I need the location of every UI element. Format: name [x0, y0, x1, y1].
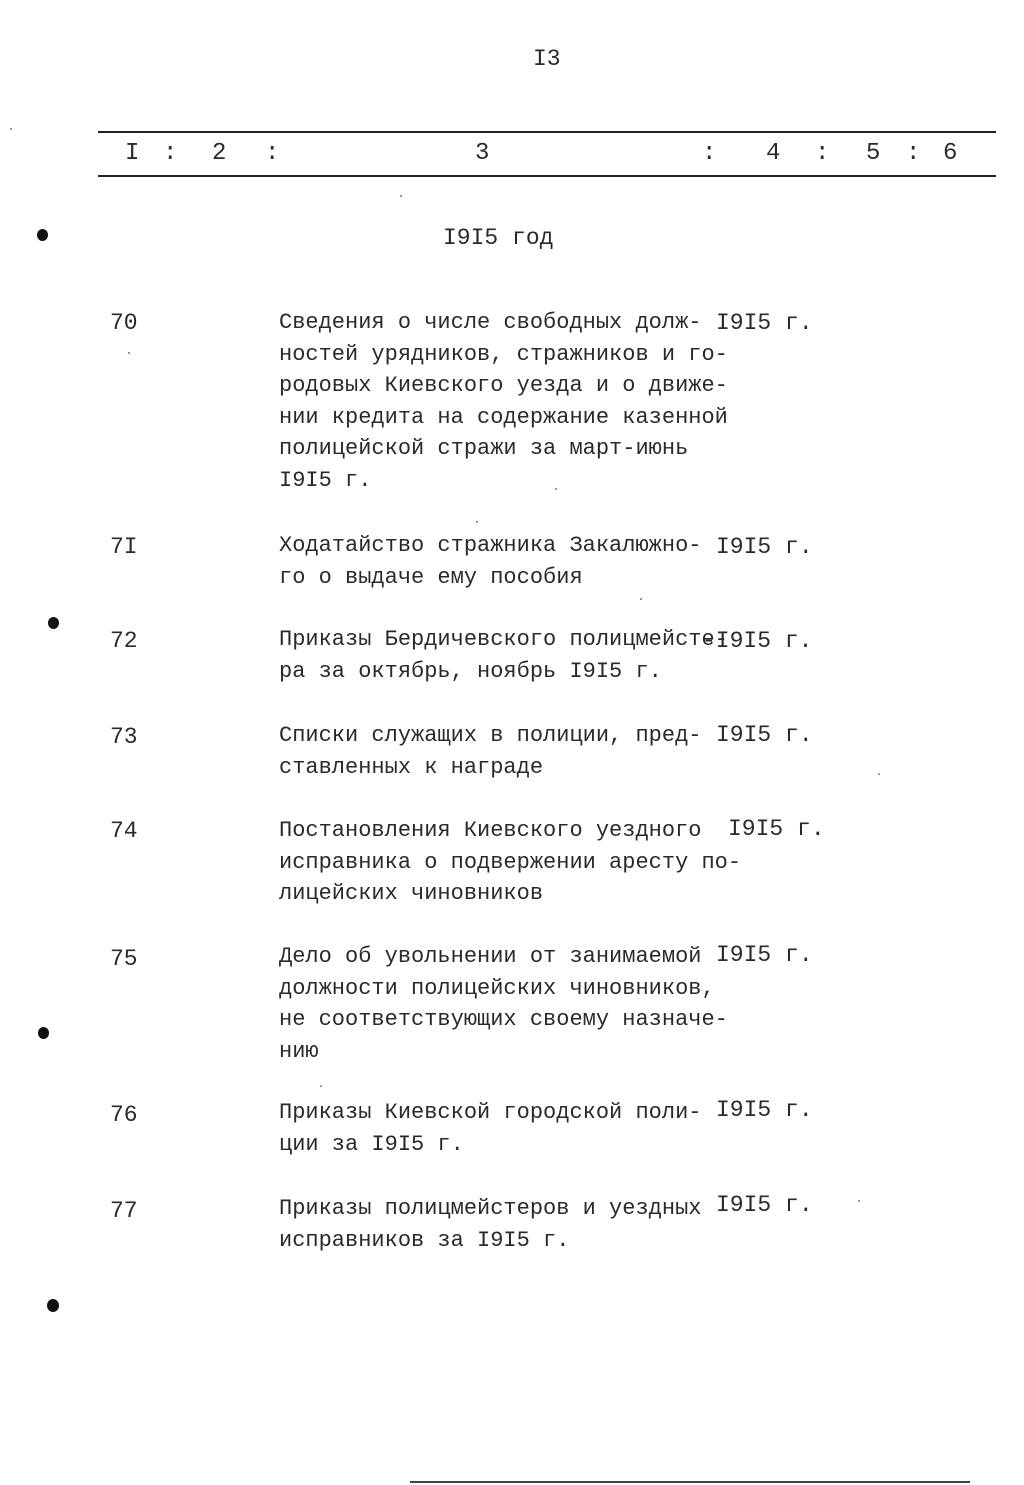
- punch-hole-mark: [37, 229, 48, 241]
- entry-line: лицейских чиновников: [279, 881, 544, 906]
- column-header-1: I: [125, 140, 140, 167]
- entry-line: не соответствующих своему назначе-: [279, 1007, 728, 1032]
- scan-speck: [320, 1085, 322, 1087]
- entry-line: I9I5 г.: [279, 467, 372, 493]
- entry-line: Списки служащих в полиции, пред-: [279, 723, 702, 748]
- column-header-5: 5: [866, 140, 881, 167]
- entry-number: 7I: [110, 534, 138, 560]
- entry-line: Постановления Киевского уездного: [279, 818, 702, 843]
- entry-line: Сведения о числе свободных долж-: [279, 310, 702, 335]
- entry-description: [265, 307, 728, 496]
- entry-line: Приказы полицмейстеров и уездных: [279, 1196, 702, 1221]
- entry-description: [265, 1193, 715, 1256]
- entry-line: ставленных к награде: [279, 754, 544, 780]
- entry-year: I9I5 г.: [728, 816, 825, 842]
- entry-year: I9I5 г.: [716, 534, 813, 560]
- entry-number: 73: [110, 724, 138, 750]
- entry-line: родовых Киевского уезда и о движе-: [279, 373, 728, 398]
- entry-line: исправников за I9I5 г.: [279, 1227, 570, 1253]
- scan-speck: [400, 195, 402, 197]
- entry-number: 75: [110, 946, 138, 972]
- entry-line: Ходатайство стражника Закалюжно-: [279, 533, 702, 558]
- header-rule-top: [98, 131, 996, 133]
- scan-speck: [878, 773, 880, 775]
- entry-description: [265, 624, 728, 687]
- entry-description: [265, 720, 715, 783]
- entry-line: Дело об увольнении от занимаемой: [279, 944, 702, 969]
- entry-number: 74: [110, 818, 138, 844]
- entry-description: [265, 941, 728, 1067]
- column-header-separator: :: [265, 140, 280, 167]
- entry-year: I9I5 г.: [716, 1192, 813, 1218]
- column-header-2: 2: [212, 140, 227, 167]
- column-header-4: 4: [766, 140, 781, 167]
- entry-year: I9I5 г.: [716, 942, 813, 968]
- scan-speck: [640, 598, 642, 600]
- entry-line: полицейской стражи за март-июнь: [279, 436, 689, 461]
- column-header-6: 6: [943, 140, 958, 167]
- column-header-separator: :: [702, 140, 717, 167]
- scan-speck: [476, 521, 478, 523]
- entry-line: исправника о подвержении аресту по-: [279, 849, 742, 875]
- column-header-3: 3: [475, 140, 490, 167]
- scan-speck: [555, 488, 557, 490]
- entry-year: -I9I5 г.: [702, 628, 813, 654]
- scan-speck: [858, 1200, 860, 1202]
- punch-hole-mark: [47, 1299, 59, 1312]
- entry-description: [265, 530, 715, 593]
- section-heading: I9I5 год: [443, 225, 554, 251]
- entry-number: 76: [110, 1102, 138, 1128]
- scan-speck: [128, 352, 130, 354]
- entry-description: [265, 815, 742, 910]
- entry-line: го о выдаче ему пособия: [279, 564, 583, 590]
- entry-number: 70: [110, 310, 138, 336]
- entry-description: [265, 1097, 715, 1160]
- entry-number: 77: [110, 1198, 138, 1224]
- entry-line: Приказы Бердичевского полицмейсте-: [279, 627, 728, 652]
- column-header-separator: :: [815, 140, 830, 167]
- scan-speck: [10, 128, 12, 130]
- entry-line: должности полицейских чиновников,: [279, 975, 715, 1001]
- scan-edge-line: [410, 1481, 970, 1483]
- entry-line: ностей урядников, стражников и го-: [279, 341, 728, 367]
- entry-year: I9I5 г.: [716, 722, 813, 748]
- entry-year: I9I5 г.: [716, 1097, 813, 1123]
- entry-line: нию: [279, 1038, 319, 1064]
- entry-year: I9I5 г.: [716, 310, 813, 336]
- punch-hole-mark: [38, 1027, 49, 1039]
- entry-line: нии кредита на содержание казенной: [279, 404, 728, 430]
- punch-hole-mark: [48, 617, 59, 629]
- header-rule-bottom: [98, 175, 996, 177]
- column-header-separator: :: [906, 140, 921, 167]
- entry-number: 72: [110, 628, 138, 654]
- entry-line: Приказы Киевской городской поли-: [279, 1100, 702, 1125]
- column-header-separator: :: [163, 140, 178, 167]
- page-number: I3: [533, 46, 561, 72]
- entry-line: ра за октябрь, ноябрь I9I5 г.: [279, 658, 662, 684]
- entry-line: ции за I9I5 г.: [279, 1131, 464, 1157]
